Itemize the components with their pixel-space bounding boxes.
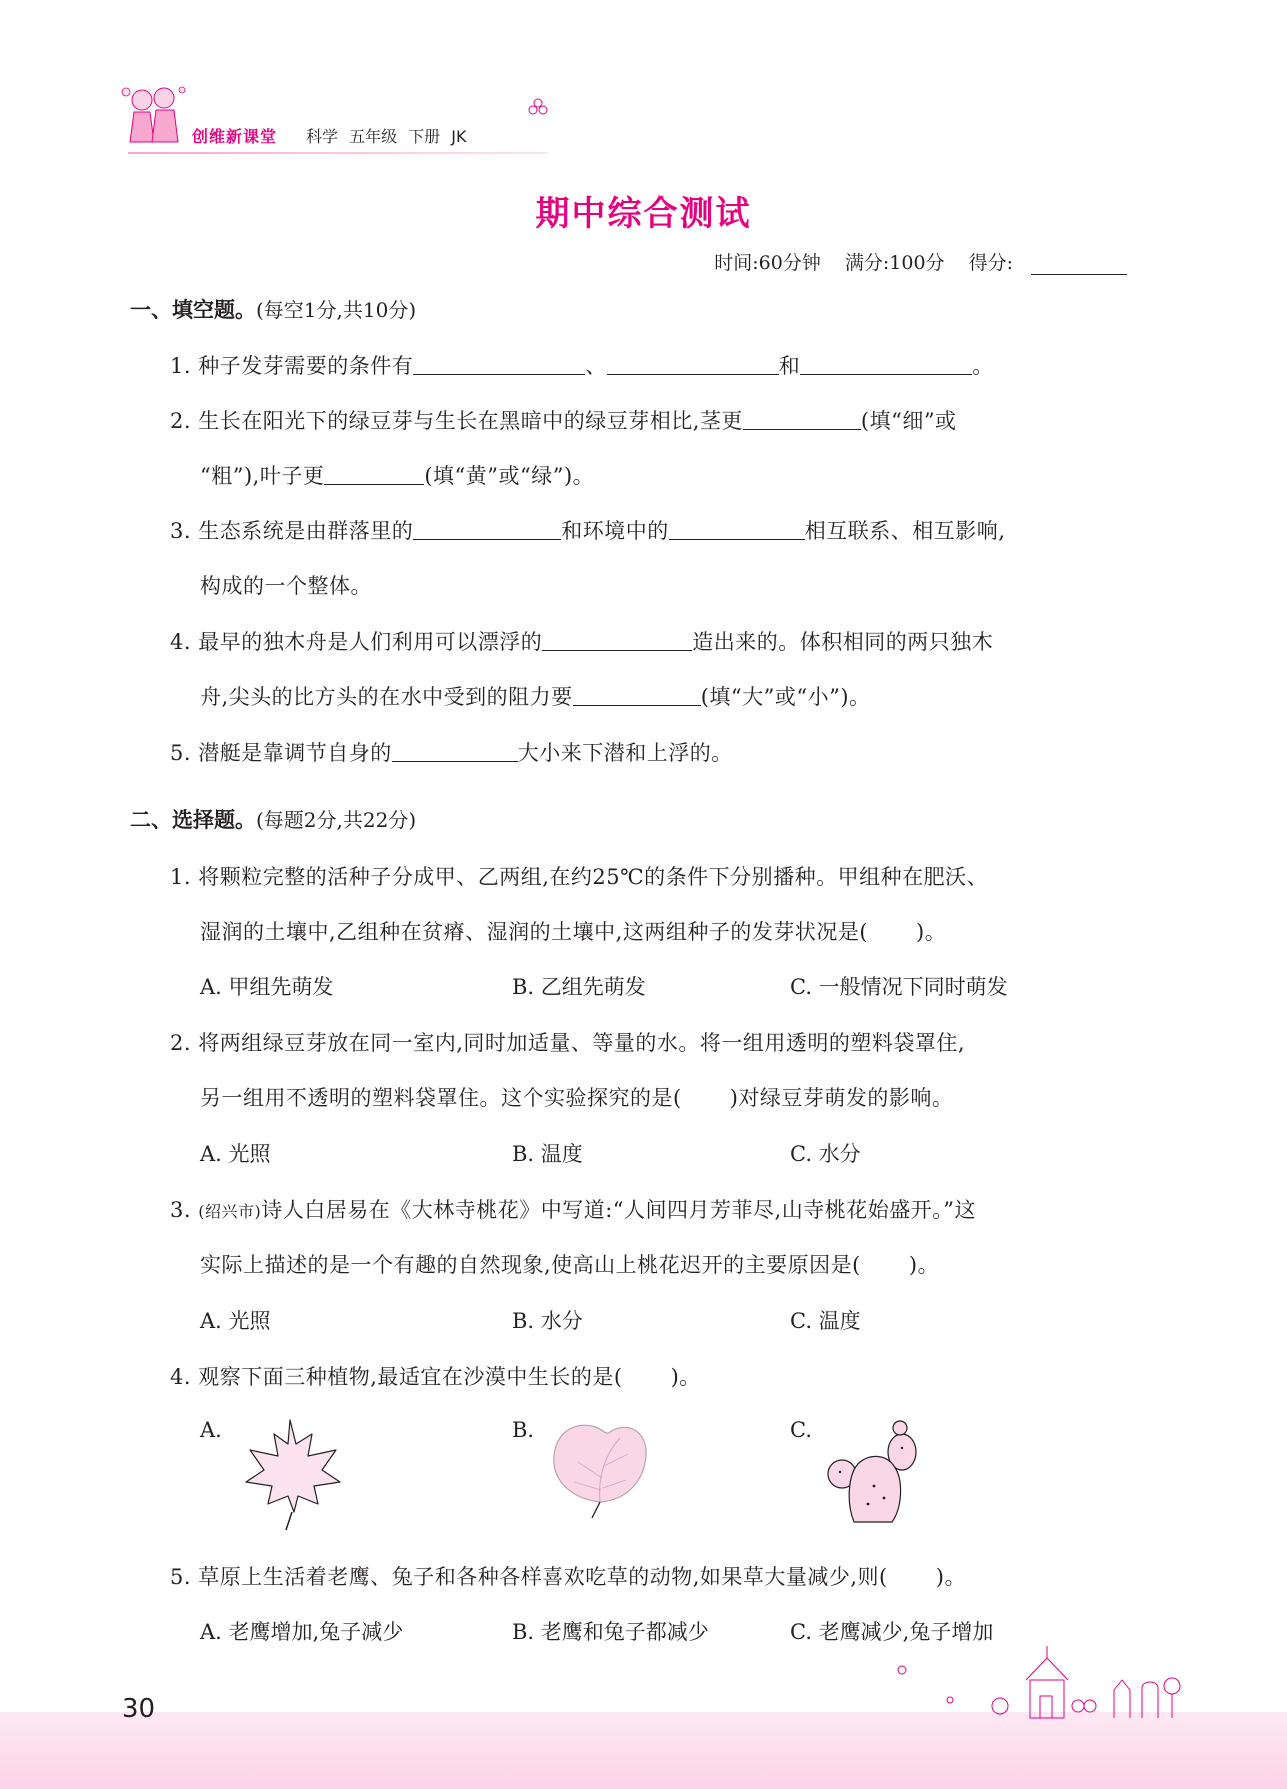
section-note: (每题2分,共22分) [256,808,417,832]
page-number: 30 [122,1694,156,1724]
question-text: “粗”),叶子更 [200,464,325,488]
question-text: 5. 草原上生活着老鹰、兔子和各种各样喜欢吃草的动物,如果草大量减少,则( [170,1565,888,1589]
castle-trees-icon [890,1640,1190,1720]
answer-blank[interactable] [800,353,972,375]
option-a[interactable]: A. 光照 [200,1309,271,1333]
option-c[interactable]: C. 老鹰减少,兔子增加 [790,1620,994,1644]
brand-name: 创维新课堂 [192,127,278,146]
section-multiple-choice [130,804,416,834]
question-text: (填“细”或 [860,409,957,433]
question-text: )。 [908,1253,940,1277]
question-text: 另一组用不透明的塑料袋罩住。这个实验探究的是( [200,1086,682,1110]
question-1-2-cont [200,460,594,490]
question-text: 实际上描述的是一个有趣的自然现象,使高山上桃花迟开的主要原因是( [200,1253,861,1277]
option-b[interactable]: B. 乙组先萌发 [512,975,646,999]
option-a[interactable]: A. [200,1418,222,1442]
question-2-2 [170,1027,965,1057]
answer-blank[interactable] [573,684,701,706]
option-c[interactable]: C. 水分 [790,1142,861,1166]
question-text: 1. 种子发芽需要的条件有 [170,354,414,378]
question-text: 大小来下潜和上浮的。 [517,741,733,765]
option-a[interactable]: A. 甲组先萌发 [200,975,334,999]
question-text: 舟,尖头的比方头的在水中受到的阻力要 [200,685,573,709]
question-1-4-cont [200,681,871,711]
option-b[interactable]: B. [512,1418,535,1442]
question-1-3-cont [200,570,372,600]
answer-blank[interactable] [669,518,805,540]
page-header [120,82,620,162]
header-divider [128,152,548,154]
option-c[interactable]: C. [790,1418,812,1442]
question-2-3 [170,1194,976,1224]
section-heading: 二、选择题。 [130,808,256,832]
flower-icon [528,98,548,118]
option-b[interactable]: B. 温度 [512,1142,583,1166]
question-text: (填“黄”或“绿”)。 [424,464,595,488]
question-2-1 [170,861,988,891]
question-text: 3. 生态系统是由群落里的 [170,519,414,543]
question-text: 构成的一个整体。 [200,574,372,598]
question-text: 造出来的。体积相同的两只独木 [692,630,994,654]
question-number: 3. [170,1198,192,1222]
full-score: 满分:100分 [844,252,945,274]
answer-blank[interactable] [392,740,518,762]
question-text: 4. 观察下面三种植物,最适宜在沙漠中生长的是( [170,1365,623,1389]
question-2-3-cont [200,1249,939,1279]
question-text: (填“大”或“小”)。 [700,685,871,709]
question-1-4 [170,626,993,656]
question-text: 2. 生长在阳光下的绿豆芽与生长在黑暗中的绿豆芽相比,茎更 [170,409,743,433]
maple-leaf-icon[interactable] [238,1416,348,1532]
option-b[interactable]: B. 老鹰和兔子都减少 [512,1620,709,1644]
question-text: )。 [935,1565,966,1589]
option-a[interactable]: A. 光照 [200,1142,271,1166]
answer-blank[interactable] [413,518,561,540]
question-1-1 [170,350,994,380]
answer-blank[interactable] [324,463,424,485]
option-c[interactable]: C. 温度 [790,1309,861,1333]
question-text: 5. 潜艇是靠调节自身的 [170,741,392,765]
question-text: 4. 最早的独木舟是人们利用可以漂浮的 [170,630,543,654]
source-tag: (绍兴市) [198,1202,262,1221]
question-2-5 [170,1561,966,1591]
section-fill-in [130,294,416,324]
option-b[interactable]: B. 水分 [512,1309,583,1333]
answer-blank[interactable] [413,353,585,375]
question-text: 诗人白居易在《大林寺桃花》中写道:“人间四月芳菲尽,山寺桃花始盛开。”这 [261,1198,976,1222]
option-a[interactable]: A. 老鹰增加,兔子减少 [200,1620,404,1644]
children-illustration-icon [120,82,190,152]
score-blank[interactable] [1031,257,1127,275]
exam-info [696,248,1127,275]
cactus-icon[interactable] [824,1416,922,1526]
question-2-2-cont [200,1082,953,1112]
question-text: 2. 将两组绿豆芽放在同一室内,同时加适量、等量的水。将一组用透明的塑料袋罩住, [170,1031,966,1055]
question-1-3 [170,515,1005,545]
question-2-4 [170,1361,701,1391]
question-text: )。 [916,920,947,944]
question-text: )对绿豆芽萌发的影响。 [729,1086,954,1110]
question-1-5 [170,737,733,767]
heart-leaf-icon[interactable] [548,1418,652,1520]
page-title: 期中综合测试 [535,194,752,234]
question-1-2 [170,405,957,435]
section-note: (每空1分,共10分) [256,298,417,322]
option-c[interactable]: C. 一般情况下同时萌发 [790,975,1008,999]
question-text: 和环境中的 [561,519,669,543]
footer-band [0,1712,1287,1789]
section-heading: 一、填空题。 [130,298,256,322]
answer-blank[interactable] [607,353,779,375]
question-2-1-cont [200,916,946,946]
score-label: 得分: [968,252,1013,274]
time-limit: 时间:60分钟 [714,252,821,274]
question-text: 、 [585,354,607,378]
answer-blank[interactable] [743,408,861,430]
question-text: 相互联系、相互影响, [804,519,1006,543]
subject-label: 科学 五年级 下册 JK [306,127,467,146]
question-text: 湿润的土壤中,乙组种在贫瘠、湿润的土壤中,这两组种子的发芽状况是( [200,920,869,944]
question-text: 和 [778,354,801,378]
answer-blank[interactable] [542,629,692,651]
question-text: 。 [972,354,994,378]
question-text: )。 [670,1365,701,1389]
question-text: 1. 将颗粒完整的活种子分成甲、乙两组,在约25℃的条件下分别播种。甲组种在肥沃、 [170,865,989,889]
